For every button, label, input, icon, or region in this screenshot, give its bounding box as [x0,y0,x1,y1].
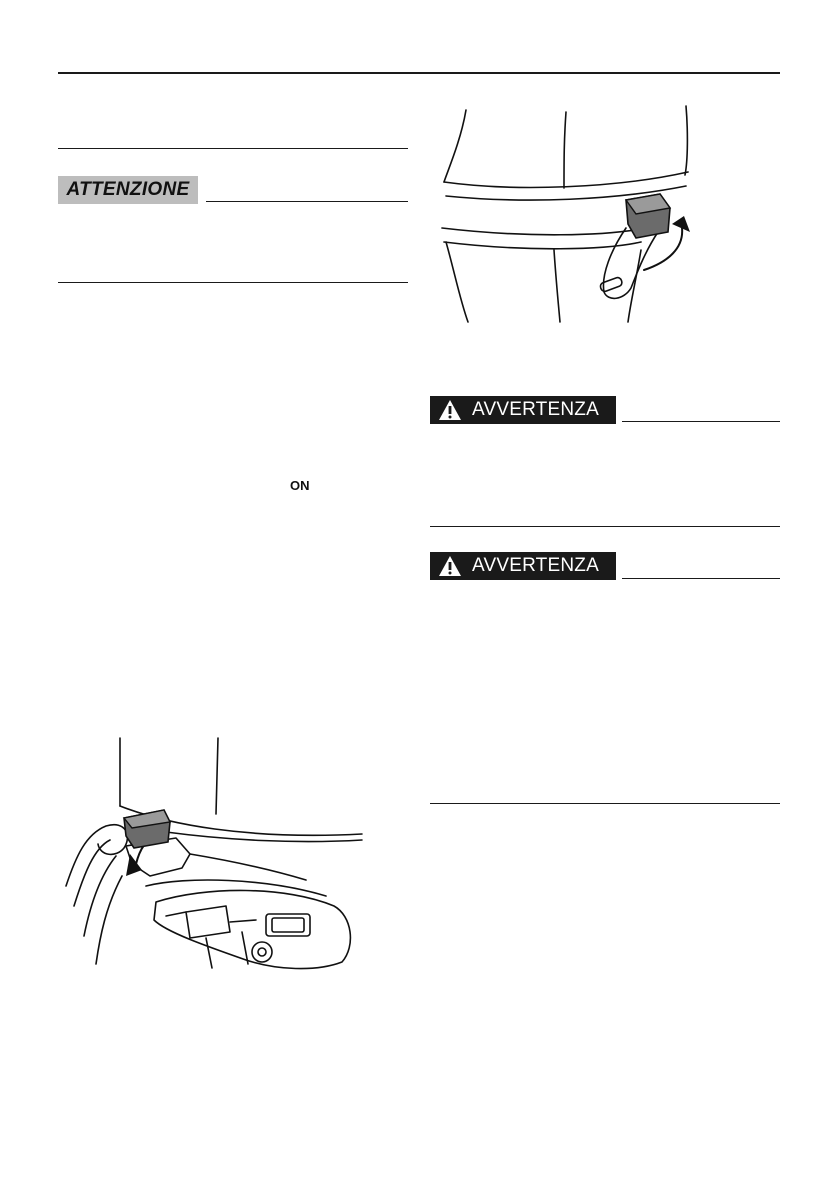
warning-badge-2-label: AVVERTENZA [472,555,599,576]
warning-2-badge-rule [622,578,780,579]
warning-1-badge-rule [622,421,780,422]
warning-1-bottom-rule [430,526,780,527]
warning-badge-2 [430,552,616,580]
warning-triangle-icon [438,555,462,577]
caution-top-rule [58,148,408,149]
caution-badge-rule [206,201,408,202]
warning-badge-1 [430,396,616,424]
warning-2-bottom-rule [430,803,780,804]
on-position-label: ON [290,478,310,493]
warning-triangle-icon [438,399,462,421]
caution-bottom-rule [58,282,408,283]
header-rule [58,72,780,74]
warning-badge-1-label: AVVERTENZA [472,399,599,420]
cowling-lever-illustration [436,100,696,326]
caution-badge: ATTENZIONE [58,176,198,204]
lever-cable-illustration [66,736,366,976]
